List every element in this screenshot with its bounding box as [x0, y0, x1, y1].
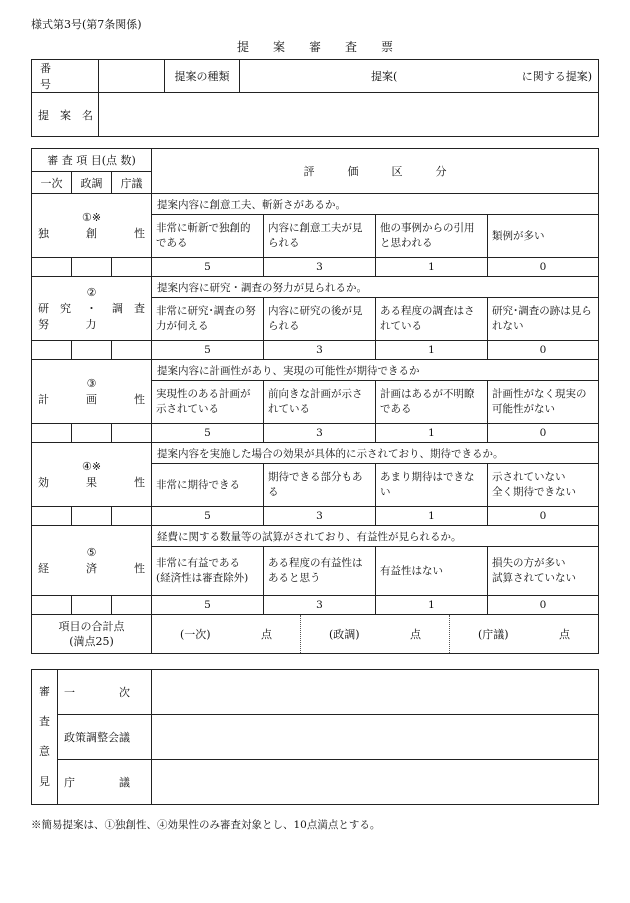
score-input-stage2[interactable]	[72, 341, 112, 360]
proposal-name-label: 提 案 名	[32, 93, 99, 137]
score-value: 5	[152, 507, 264, 526]
evaluation-table	[31, 148, 599, 654]
score-value: 1	[376, 424, 488, 443]
criterion-1: 有益性はない	[376, 547, 488, 596]
category-name-part: 創	[86, 226, 97, 240]
score-value: 3	[264, 424, 376, 443]
criterion-1: 他の事例からの引用と思われる	[376, 215, 488, 258]
category-name-part: 果	[86, 475, 97, 489]
score-input-stage2[interactable]	[72, 258, 112, 277]
stage1-header: 一次	[32, 172, 72, 194]
score-input-stage3[interactable]	[112, 258, 152, 277]
category-name-part: 効	[38, 475, 49, 489]
number-label-text: 番 号	[40, 62, 84, 91]
score-input-stage1[interactable]	[32, 596, 72, 615]
proposal-type-label: 提案の種類	[165, 60, 240, 93]
score-value: 5	[152, 341, 264, 360]
category-name-part: 研 究	[38, 301, 71, 315]
totals-row	[152, 615, 599, 654]
total-stage2[interactable]	[301, 615, 450, 653]
score-input-stage1[interactable]	[32, 424, 72, 443]
totals-label-text: 項目の合計点	[58, 620, 125, 633]
score-value: 5	[152, 258, 264, 277]
opinion-row-stage2-label: 政策調整会議	[58, 715, 152, 760]
opinion-label-char: 査	[39, 715, 50, 728]
totals-max: (満点25)	[69, 635, 114, 648]
form-number: 様式第3号(第7条関係)	[31, 18, 142, 31]
criterion-0: 計画性がなく現実の可能性がない	[488, 381, 599, 424]
category-name-part: 性	[134, 392, 145, 406]
score-input-stage3[interactable]	[112, 424, 152, 443]
stage2-header: 政調	[72, 172, 112, 194]
total-unit: 点	[410, 628, 421, 641]
stage3-header: 庁議	[112, 172, 152, 194]
category-name-part: 性	[134, 475, 145, 489]
score-input-stage3[interactable]	[112, 596, 152, 615]
score-value: 1	[376, 596, 488, 615]
score-input-stage1[interactable]	[32, 507, 72, 526]
opinion-label-char: 見	[39, 775, 50, 788]
criterion-3: 前向きな計画が示されている	[264, 381, 376, 424]
opinion-row-stage3-label: 庁 議	[58, 760, 152, 805]
criterion-5: 実現性のある計画が示されている	[152, 381, 264, 424]
opinion-stage2-field[interactable]	[152, 715, 599, 760]
score-input-stage2[interactable]	[72, 596, 112, 615]
score-input-stage2[interactable]	[72, 507, 112, 526]
category-name-part: 性	[134, 226, 145, 240]
number-label	[32, 60, 99, 93]
score-input-stage3[interactable]	[112, 507, 152, 526]
category-name-part: 独	[38, 226, 49, 240]
category-number: ②	[86, 285, 97, 299]
category-number: ③	[86, 376, 97, 390]
category-economy	[32, 526, 152, 596]
category-name-part: 画	[86, 392, 97, 406]
category-number: ④※	[81, 459, 102, 473]
criterion-0: 類例が多い	[488, 215, 599, 258]
opinion-row-stage1-label: 一 次	[58, 670, 152, 715]
criterion-5: 非常に斬新で独創的である	[152, 215, 264, 258]
opinion-label	[32, 670, 58, 805]
category-description: 経費に関する数量等の試算がされており、有益性が見られるか。	[152, 526, 599, 547]
total-stage2-label: (政調)	[329, 628, 360, 641]
review-opinion-table	[31, 669, 599, 805]
criterion-3: 期待できる部分もある	[264, 464, 376, 507]
category-description: 提案内容に創意工夫、斬新さがあるか。	[152, 194, 599, 215]
score-value: 0	[488, 596, 599, 615]
criterion-5: 非常に期待できる	[152, 464, 264, 507]
score-value: 3	[264, 258, 376, 277]
total-stage1-label: (一次)	[180, 628, 211, 641]
category-effectiveness	[32, 443, 152, 507]
score-value: 3	[264, 596, 376, 615]
proposal-type-field[interactable]	[240, 60, 599, 93]
score-value: 0	[488, 424, 599, 443]
totals-label	[32, 615, 152, 654]
score-value: 5	[152, 596, 264, 615]
category-name-part: 性	[134, 561, 145, 575]
score-value: 0	[488, 341, 599, 360]
score-value: 0	[488, 507, 599, 526]
category-name-part: 計	[38, 392, 49, 406]
category-name-part: 経	[38, 561, 49, 575]
opinion-label-char: 意	[39, 745, 50, 758]
total-unit: 点	[261, 628, 272, 641]
criterion-5: 非常に研究･調査の努力が伺える	[152, 298, 264, 341]
criterion-3: 内容に研究の後が見られる	[264, 298, 376, 341]
score-value: 1	[376, 258, 488, 277]
score-value: 0	[488, 258, 599, 277]
score-value: 3	[264, 507, 376, 526]
score-input-stage3[interactable]	[112, 341, 152, 360]
items-label: 審 査 項 目(点 数)	[32, 149, 152, 172]
category-name-part: 努	[38, 317, 49, 331]
criterion-1: ある程度の調査はされている	[376, 298, 488, 341]
page-title: 提 案 審 査 票	[236, 40, 393, 54]
proposal-type-prefix: 提案(	[371, 70, 398, 83]
score-input-stage2[interactable]	[72, 424, 112, 443]
proposal-name-field[interactable]	[99, 93, 599, 137]
criterion-3: 内容に創意工夫が見られる	[264, 215, 376, 258]
criterion-1: あまり期待はできない	[376, 464, 488, 507]
score-value: 1	[376, 341, 488, 360]
footnote: ※簡易提案は、①独創性、④効果性のみ審査対象とし、10点満点とする。	[31, 819, 381, 831]
total-stage3[interactable]	[450, 615, 598, 653]
proposal-type-suffix: に関する提案)	[521, 70, 592, 83]
score-input-stage1[interactable]	[32, 341, 72, 360]
opinion-label-char: 審	[39, 685, 50, 698]
category-description: 提案内容を実施した場合の効果が具体的に示されており、期待できるか。	[152, 443, 599, 464]
total-unit: 点	[559, 628, 570, 641]
category-planning	[32, 360, 152, 424]
criterion-0: 示されていない 全く期待できない	[488, 464, 599, 507]
criterion-3: ある程度の有益性はあると思う	[264, 547, 376, 596]
score-value: 3	[264, 341, 376, 360]
criterion-0: 損失の方が多い 試算されていない	[488, 547, 599, 596]
criterion-1: 計画はあるが不明瞭である	[376, 381, 488, 424]
opinion-stage1-field[interactable]	[152, 670, 599, 715]
category-description: 提案内容に研究・調査の努力が見られるか。	[152, 277, 599, 298]
score-value: 1	[376, 507, 488, 526]
proposal-info-table	[31, 59, 599, 137]
category-number: ⑤	[86, 545, 97, 559]
score-input-stage1[interactable]	[32, 258, 72, 277]
category-description: 提案内容に計画性があり、実現の可能性が期待できるか	[152, 360, 599, 381]
category-number: ①※	[81, 210, 102, 224]
category-name-part: ・	[86, 301, 97, 315]
opinion-stage3-field[interactable]	[152, 760, 599, 805]
total-stage1[interactable]	[152, 615, 301, 653]
category-name-part: 調 査	[112, 301, 145, 315]
criterion-0: 研究･調査の跡は見られない	[488, 298, 599, 341]
score-value: 5	[152, 424, 264, 443]
total-stage3-label: (庁議)	[478, 628, 509, 641]
category-originality	[32, 194, 152, 258]
number-field[interactable]	[99, 60, 165, 93]
category-research	[32, 277, 152, 341]
category-name-part: 力	[85, 317, 97, 331]
division-label: 評 価 区 分	[152, 149, 599, 194]
criterion-5: 非常に有益である (経済性は審査除外)	[152, 547, 264, 596]
category-name-part: 済	[86, 561, 97, 575]
